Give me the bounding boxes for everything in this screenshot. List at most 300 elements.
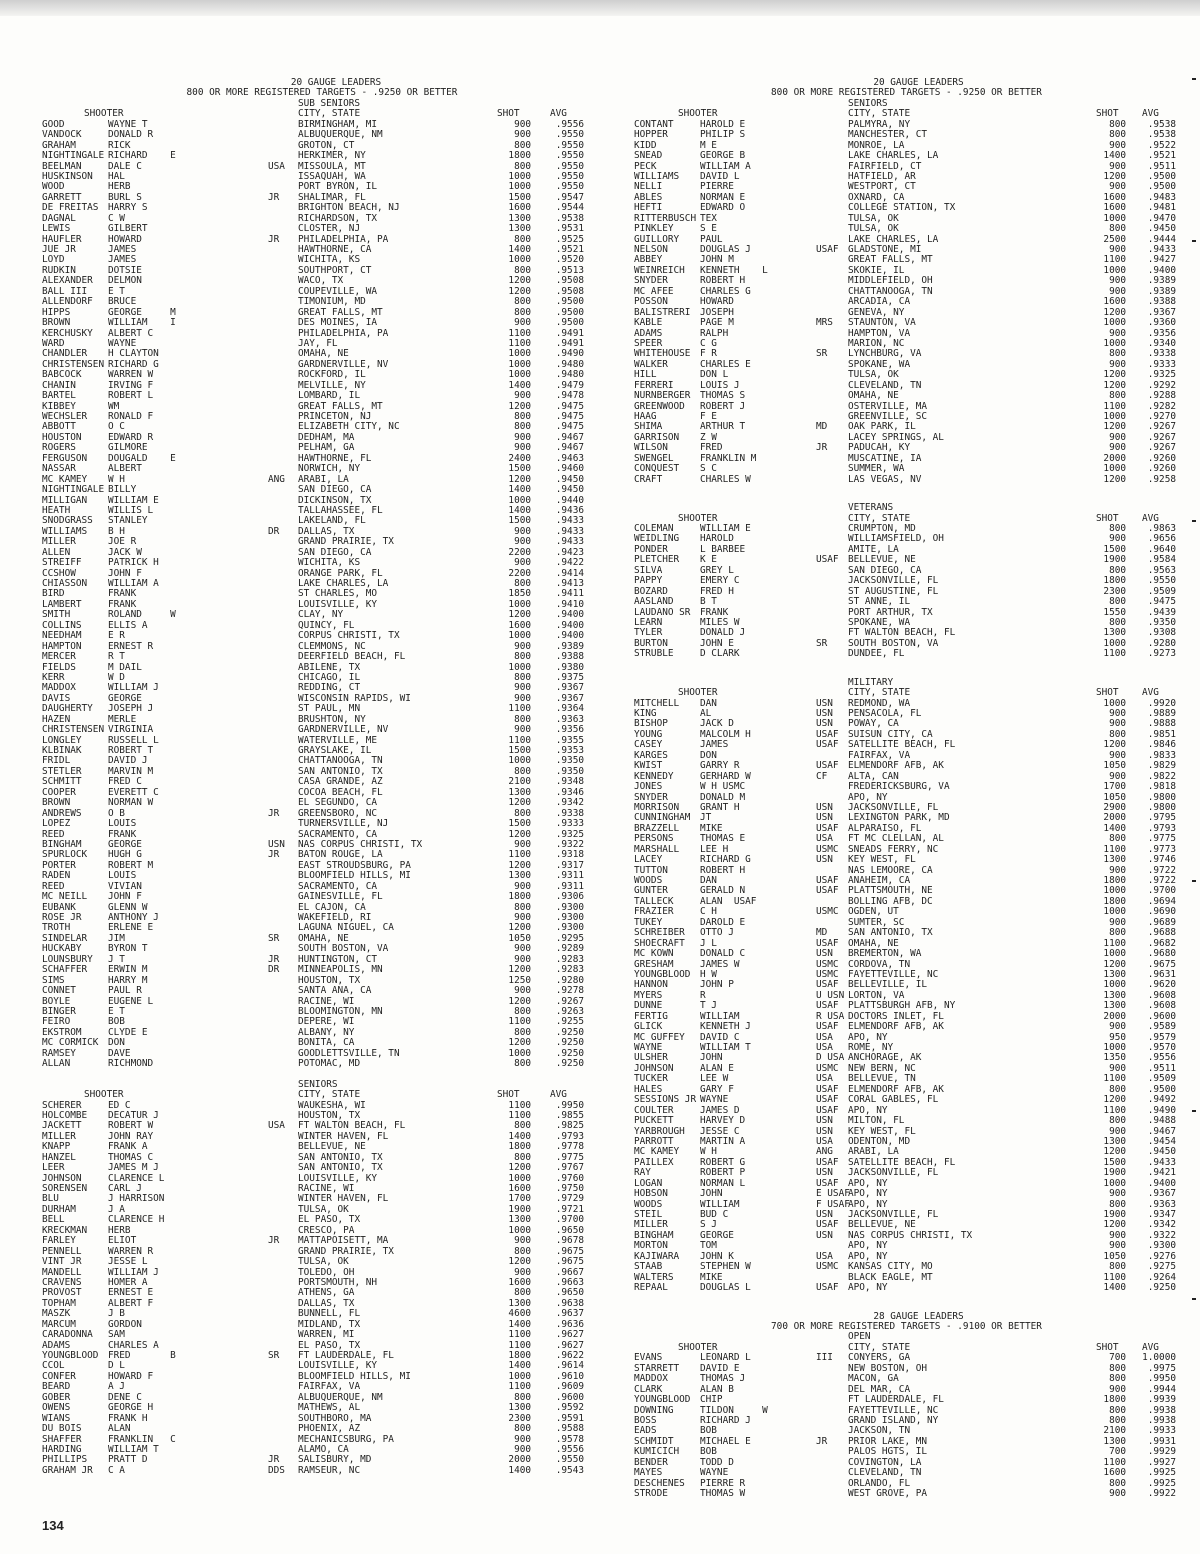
last-name: FARLEY	[42, 1235, 76, 1247]
city-state: WATERVILLE, ME	[298, 734, 378, 746]
last-name: CRAVENS	[42, 1276, 82, 1288]
avg-header: AVG	[1142, 108, 1159, 120]
shot-count: 1050	[1103, 760, 1126, 772]
average: .9333	[555, 818, 584, 830]
shot-count: 1200	[508, 1037, 531, 1049]
last-name: RUDKIN	[42, 264, 76, 276]
shot-count: 1000	[1103, 979, 1126, 991]
last-name: TYLER	[634, 627, 663, 639]
last-name: BARTEL	[42, 390, 76, 402]
average: .9367	[1147, 1188, 1176, 1200]
average: .9353	[555, 745, 584, 757]
shot-count: 900	[1109, 1062, 1126, 1074]
first-name: HOMER A	[108, 1276, 148, 1288]
last-name: GOOD	[42, 118, 65, 130]
first-name: ROBERT J	[700, 400, 746, 412]
suffix: USAF	[816, 979, 839, 991]
shot-count: 1900	[508, 1203, 531, 1215]
city-state: SAN ANTONIO, TX	[298, 1151, 383, 1163]
first-name: GEORGE H	[108, 1402, 154, 1414]
first-name: ALAN B	[700, 1383, 734, 1395]
last-name: ALEXANDER	[42, 275, 93, 287]
average: .9592	[555, 1402, 584, 1414]
shot-count: 1100	[1103, 1104, 1126, 1116]
shot-count: 900	[514, 536, 531, 548]
shot-count: 900	[514, 1266, 531, 1278]
suffix: USAF	[816, 1156, 839, 1168]
average: .9250	[555, 1037, 584, 1049]
last-name: HAMPTON	[42, 640, 82, 652]
first-name: DON L	[700, 369, 729, 381]
average: .9975	[1147, 1362, 1176, 1374]
first-name: JOHN	[700, 1052, 723, 1064]
city-state: OMAHA, NE	[848, 937, 899, 949]
suffix: JR	[268, 849, 280, 861]
shot-count: 900	[514, 724, 531, 736]
shot-count: 1300	[1103, 854, 1126, 866]
average: .9950	[1147, 1373, 1176, 1385]
first-name: RICHARD G	[700, 854, 751, 866]
suffix: USA	[816, 1073, 833, 1085]
last-name: BEELMAN	[42, 160, 82, 172]
shot-count: 900	[1109, 327, 1126, 339]
city-state: GARDNERVILLE, NV	[298, 724, 389, 736]
last-name: PERSONS	[634, 833, 674, 845]
average: .9825	[555, 1120, 584, 1132]
first-name: C A	[108, 1464, 125, 1476]
section-title: OPEN	[848, 1331, 871, 1343]
city-state: NEW BOSTON, OH	[848, 1362, 928, 1374]
table-row	[42, 986, 602, 996]
last-name: HIPPS	[42, 306, 71, 318]
first-name: JOHN RAY	[108, 1130, 154, 1142]
shot-count: 2200	[508, 546, 531, 558]
first-name: CLARENCE H	[108, 1214, 165, 1226]
first-name: RICHMOND	[108, 1058, 154, 1070]
last-name: SESSIONS JR	[634, 1094, 697, 1106]
block-title: 28 GAUGE LEADERS	[873, 1310, 964, 1322]
city-state: HOUSTON, TX	[298, 974, 361, 986]
suffix: USAF	[816, 760, 839, 772]
first-name: NORMAN W	[108, 797, 154, 809]
first-name: E T	[108, 285, 125, 297]
last-name: MC KOWN	[634, 948, 674, 960]
city-state: JAY, FL	[298, 337, 338, 349]
average: .9350	[555, 765, 584, 777]
average: .9563	[1147, 564, 1176, 576]
average: .9433	[555, 515, 584, 527]
shot-count: 900	[1109, 160, 1126, 172]
section-title: SUB SENIORS	[297, 97, 361, 109]
average: .9492	[1147, 1094, 1176, 1106]
last-name: REED	[42, 828, 65, 840]
first-name: HOWARD	[700, 296, 734, 308]
shot-count: 1200	[1103, 1219, 1126, 1231]
first-name: ARTHUR T	[700, 421, 746, 433]
city-state: PLATTSMOUTH, NE	[848, 885, 933, 897]
last-name: MC AFEE	[634, 285, 674, 297]
first-name: JESSE L	[108, 1256, 148, 1268]
first-name: ROBERT G	[700, 1156, 746, 1168]
city-state: BATON ROUGE, LA	[298, 849, 383, 861]
last-name: RADEN	[42, 870, 71, 882]
city-state: GREAT FALLS, MT	[298, 306, 383, 318]
city-state: GRAND PRAIRIE, TX	[298, 1245, 394, 1257]
city-state: LACEY SPRINGS, AL	[848, 431, 944, 443]
first-name: C H	[700, 906, 717, 918]
shooter-header: SHOOTER	[678, 1341, 718, 1353]
shot-count: 2200	[508, 567, 531, 579]
city-state: APO, NY	[848, 1177, 888, 1189]
city-state: BUNNELL, FL	[298, 1308, 361, 1320]
last-name: YOUNGBLOOD	[42, 1350, 99, 1361]
average: .9318	[555, 849, 584, 861]
last-name: HANNON	[634, 979, 668, 991]
city-state: TULSA, OK	[298, 1203, 349, 1215]
last-name: STARRETT	[634, 1362, 680, 1374]
first-name: BYRON T	[108, 943, 148, 955]
shot-count: 1700	[1103, 781, 1126, 793]
average: .9950	[555, 1099, 584, 1111]
city-state: SAN ANTONIO, TX	[298, 765, 383, 777]
city-state: CLEVELAND, TN	[848, 1467, 922, 1479]
first-name: C G	[700, 337, 717, 349]
last-name: MILLER	[634, 1219, 668, 1231]
first-name: ROBERT L	[108, 390, 154, 402]
city-state: SPOKANE, WA	[848, 358, 911, 370]
last-name: EKSTROM	[42, 1026, 82, 1038]
shot-count: 1300	[508, 223, 531, 235]
first-name: ALAN E	[700, 1062, 734, 1074]
first-name: MARVIN M	[108, 765, 154, 777]
shot-count: 700	[1109, 1352, 1126, 1364]
city-state: LOUISVILLE, KY	[298, 598, 378, 610]
shot-count: 1600	[508, 619, 531, 631]
average: .9694	[1147, 895, 1176, 907]
shot-count: 800	[1109, 1477, 1126, 1489]
suffix: USAF	[816, 554, 839, 566]
average: .9467	[555, 442, 584, 454]
table-row	[634, 1395, 1179, 1405]
shot-count: 1800	[508, 891, 531, 903]
shot-count: 900	[514, 317, 531, 329]
last-name: PECK	[634, 160, 657, 172]
last-name: KING	[634, 708, 657, 720]
first-name: TILDON W	[700, 1404, 768, 1416]
suffix: MD	[816, 421, 828, 433]
last-name: PLETCHER	[634, 554, 680, 566]
average: .9800	[1147, 801, 1176, 813]
last-name: BLU	[42, 1193, 59, 1205]
first-name: HAL	[108, 170, 125, 182]
first-name: BOB	[700, 1446, 717, 1458]
city-state: KEY WEST, FL	[848, 854, 916, 866]
city-state: BREMERTON, WA	[848, 948, 922, 960]
city-state: GREAT FALLS, MT	[298, 400, 383, 412]
average: .9775	[555, 1151, 584, 1163]
last-name: SNYDER	[634, 791, 668, 803]
first-name: JAMES M J	[108, 1162, 159, 1174]
average: .9423	[555, 546, 584, 558]
average: .9282	[1147, 400, 1176, 412]
suffix: USAF	[816, 1021, 839, 1033]
first-name: JAMES D	[700, 1104, 740, 1116]
shot-count: 1100	[1103, 400, 1126, 412]
last-name: WEIDLING	[634, 533, 680, 545]
city-state: TULSA, OK	[848, 369, 899, 381]
first-name: KENNETH L	[700, 264, 768, 276]
city-state: SOUTH BOSTON, VA	[848, 637, 939, 649]
table-row	[634, 980, 1179, 990]
last-name: JOHNSON	[42, 1172, 82, 1184]
average: .9467	[1147, 1125, 1176, 1137]
first-name: WILLIAM E	[108, 494, 159, 506]
margin-mark	[1192, 520, 1196, 522]
average: .9421	[1147, 1167, 1176, 1179]
suffix: USN	[816, 697, 833, 709]
city-state: ARABI, LA	[848, 1146, 899, 1158]
table-row	[42, 485, 602, 495]
first-name: MERLE	[108, 713, 137, 725]
shot-count: 800	[1109, 596, 1126, 608]
average: 1.0000	[1142, 1352, 1176, 1364]
first-name: NORMAN E	[700, 191, 746, 203]
shot-header: SHOT	[497, 1089, 520, 1101]
last-name: LOPEZ	[42, 818, 71, 830]
first-name: JT	[700, 812, 712, 824]
suffix: ANG	[268, 473, 285, 485]
average: .9276	[1147, 1250, 1176, 1262]
shot-count: 1900	[1103, 1209, 1126, 1221]
shot-count: 900	[514, 1235, 531, 1247]
first-name: DOTSIE	[108, 264, 142, 276]
city-state: CLEVELAND, TN	[848, 379, 922, 391]
average: .9638	[555, 1297, 584, 1309]
shot-count: 1200	[508, 922, 531, 934]
shot-count: 1050	[1103, 1250, 1126, 1262]
city-state: BELLEVUE, NE	[848, 554, 916, 566]
last-name: MANDELL	[42, 1266, 82, 1278]
last-name: HEATH	[42, 504, 71, 516]
average: .9538	[555, 212, 584, 224]
first-name: L BARBEE	[700, 543, 746, 555]
city-header: CITY, STATE	[298, 108, 361, 120]
shot-count: 900	[514, 1443, 531, 1455]
average: .9689	[1147, 916, 1176, 928]
first-name: ERNEST E	[108, 1287, 154, 1299]
last-name: ADAMS	[634, 327, 663, 339]
shot-count: 2100	[508, 776, 531, 788]
city-state: JACKSONVILLE, FL	[848, 801, 939, 813]
first-name: PIERRE	[700, 181, 734, 193]
average: .9656	[1147, 533, 1176, 545]
first-name: D CLARK	[700, 648, 740, 660]
average: .9267	[555, 995, 584, 1007]
first-name: O B	[108, 807, 125, 819]
city-state: BELLEVUE, NE	[298, 1141, 366, 1153]
city-state: OGDEN, UT	[848, 906, 899, 918]
first-name: DAVID E	[700, 1362, 740, 1374]
table-row	[42, 318, 602, 328]
last-name: TALLECK	[634, 895, 674, 907]
average: .9614	[555, 1360, 584, 1372]
last-name: POSSON	[634, 296, 668, 308]
city-state: ARCADIA, CA	[848, 296, 911, 308]
city-state: DEPERE, WI	[298, 1016, 355, 1028]
city-state: LOMBARD, IL	[298, 390, 361, 402]
first-name: JIM	[108, 932, 125, 944]
city-state: KANSAS CITY, MO	[848, 1261, 933, 1273]
suffix: E USAF	[816, 1188, 850, 1200]
first-name: WM	[108, 400, 120, 412]
average: .9264	[1147, 1271, 1176, 1283]
first-name: FRED	[700, 442, 723, 454]
city-state: RAMSEUR, NC	[298, 1464, 361, 1476]
table-row	[42, 1059, 602, 1069]
first-name: FRANK A	[108, 1141, 148, 1153]
shot-count: 900	[514, 912, 531, 924]
first-name: RUSSELL L	[108, 734, 159, 746]
average: .9475	[555, 421, 584, 433]
last-name: DE FREITAS	[42, 202, 99, 214]
first-name: GEORGE B	[700, 150, 746, 162]
first-name: MILES W	[700, 616, 740, 628]
first-name: DENE C	[108, 1391, 142, 1403]
city-state: ALBUQUERQUE, NM	[298, 1391, 383, 1403]
last-name: LACEY	[634, 854, 663, 866]
average: .9375	[555, 671, 584, 683]
first-name: H W	[700, 968, 717, 980]
average: .9411	[555, 588, 584, 600]
average: .9520	[555, 254, 584, 266]
first-name: GILMORE	[108, 442, 148, 454]
shot-count: 900	[1109, 749, 1126, 761]
city-state: ST ANNE, IL	[848, 596, 911, 608]
shot-count: 800	[514, 651, 531, 663]
shot-count: 1350	[1103, 1052, 1126, 1064]
average: .9578	[555, 1433, 584, 1445]
average: .9347	[1147, 1209, 1176, 1221]
first-name: O C	[108, 421, 125, 433]
last-name: MASZK	[42, 1308, 71, 1320]
first-name: ROBERT W	[108, 1120, 154, 1132]
last-name: YARBROUGH	[634, 1125, 685, 1137]
shooter-header: SHOOTER	[678, 108, 718, 120]
average: .9627	[555, 1329, 584, 1341]
shot-count: 1000	[1103, 697, 1126, 709]
first-name: HUGH G	[108, 849, 142, 861]
average: .9427	[1147, 254, 1176, 266]
last-name: TUCKER	[634, 1073, 668, 1085]
shot-count: 1000	[1103, 885, 1126, 897]
first-name: MARTIN A	[700, 1135, 746, 1147]
shot-count: 1100	[508, 1099, 531, 1111]
average: .9267	[1147, 442, 1176, 454]
shot-count: 800	[1109, 1115, 1126, 1127]
average: .9414	[555, 567, 584, 579]
first-name: GARRY R	[700, 760, 740, 772]
city-state: CORDOVA, TN	[848, 958, 911, 970]
first-name: FRANK	[108, 828, 137, 840]
shot-count: 1000	[1103, 337, 1126, 349]
shot-count: 1200	[1103, 170, 1126, 182]
table-row	[634, 782, 1179, 792]
suffix: USA	[816, 833, 833, 845]
city-state: BELLEVUE, TN	[848, 1073, 916, 1085]
average: .9300	[555, 922, 584, 934]
first-name: C W	[108, 212, 125, 224]
city-state: OMAHA, NE	[298, 348, 349, 360]
shot-count: 1000	[508, 1370, 531, 1382]
city-state: SAN ANTONIO, TX	[848, 927, 933, 939]
page-number: 134	[42, 1518, 64, 1533]
first-name: WILLIS L	[108, 504, 154, 516]
city-state: FAYETTEVILLE, NC	[848, 968, 939, 980]
last-name: MC GUFFEY	[634, 1031, 685, 1043]
suffix: SR	[816, 637, 828, 649]
last-name: PONDER	[634, 543, 668, 555]
shot-count: 800	[514, 233, 531, 245]
shot-count: 1600	[1103, 202, 1126, 214]
first-name: ALAN USAF	[700, 895, 757, 907]
average: .9278	[555, 985, 584, 997]
average: .9650	[555, 1224, 584, 1236]
table-row	[42, 1330, 602, 1340]
last-name: GRAHAM JR	[42, 1464, 93, 1476]
suffix: USA	[816, 1250, 833, 1262]
city-state: BLACK EAGLE, MT	[848, 1271, 933, 1283]
average: .9450	[1147, 223, 1176, 235]
city-state: DOCTORS INLET, FL	[848, 1010, 944, 1022]
shot-count: 900	[1109, 1488, 1126, 1499]
average: .9300	[1147, 1240, 1176, 1252]
last-name: NIGHTINGALE	[42, 484, 105, 496]
shot-count: 800	[514, 306, 531, 318]
block-subtitle: 700 OR MORE REGISTERED TARGETS - .9100 OR BETTER	[771, 1320, 1042, 1332]
city-state: BELLEVUE, NE	[848, 1219, 916, 1231]
shot-count: 2000	[1103, 812, 1126, 824]
average: .9700	[1147, 885, 1176, 897]
shot-count: 1000	[508, 494, 531, 506]
last-name: ABBEY	[634, 254, 663, 266]
first-name: HARRY M	[108, 974, 148, 986]
average: .9480	[555, 358, 584, 370]
city-state: RICHARDSON, TX	[298, 212, 378, 224]
city-state: GOODLETTSVILLE, TN	[298, 1047, 400, 1059]
city-state: WARREN, MI	[298, 1329, 355, 1341]
first-name: ROBERT M	[108, 859, 154, 871]
last-name: SPURLOCK	[42, 849, 88, 861]
first-name: THOMAS E	[700, 833, 746, 845]
average: .9342	[1147, 1219, 1176, 1231]
average: .9267	[1147, 421, 1176, 433]
last-name: GARRETT	[42, 191, 82, 203]
last-name: YOUNG	[634, 728, 663, 740]
section-gap	[634, 485, 1179, 503]
suffix: F USAF	[816, 1198, 850, 1210]
shot-count: 1300	[508, 870, 531, 882]
average: .9413	[555, 578, 584, 590]
average: .9509	[1147, 1073, 1176, 1085]
first-name: HOWARD	[108, 233, 142, 245]
suffix: USMC	[816, 1261, 839, 1273]
suffix: USAF	[816, 1282, 839, 1294]
shot-count: 800	[514, 1423, 531, 1435]
suffix: USA	[816, 1031, 833, 1043]
average: .9410	[555, 598, 584, 610]
last-name: HARDING	[42, 1443, 82, 1455]
city-state: ELMENDORF AFB, AK	[848, 760, 944, 772]
